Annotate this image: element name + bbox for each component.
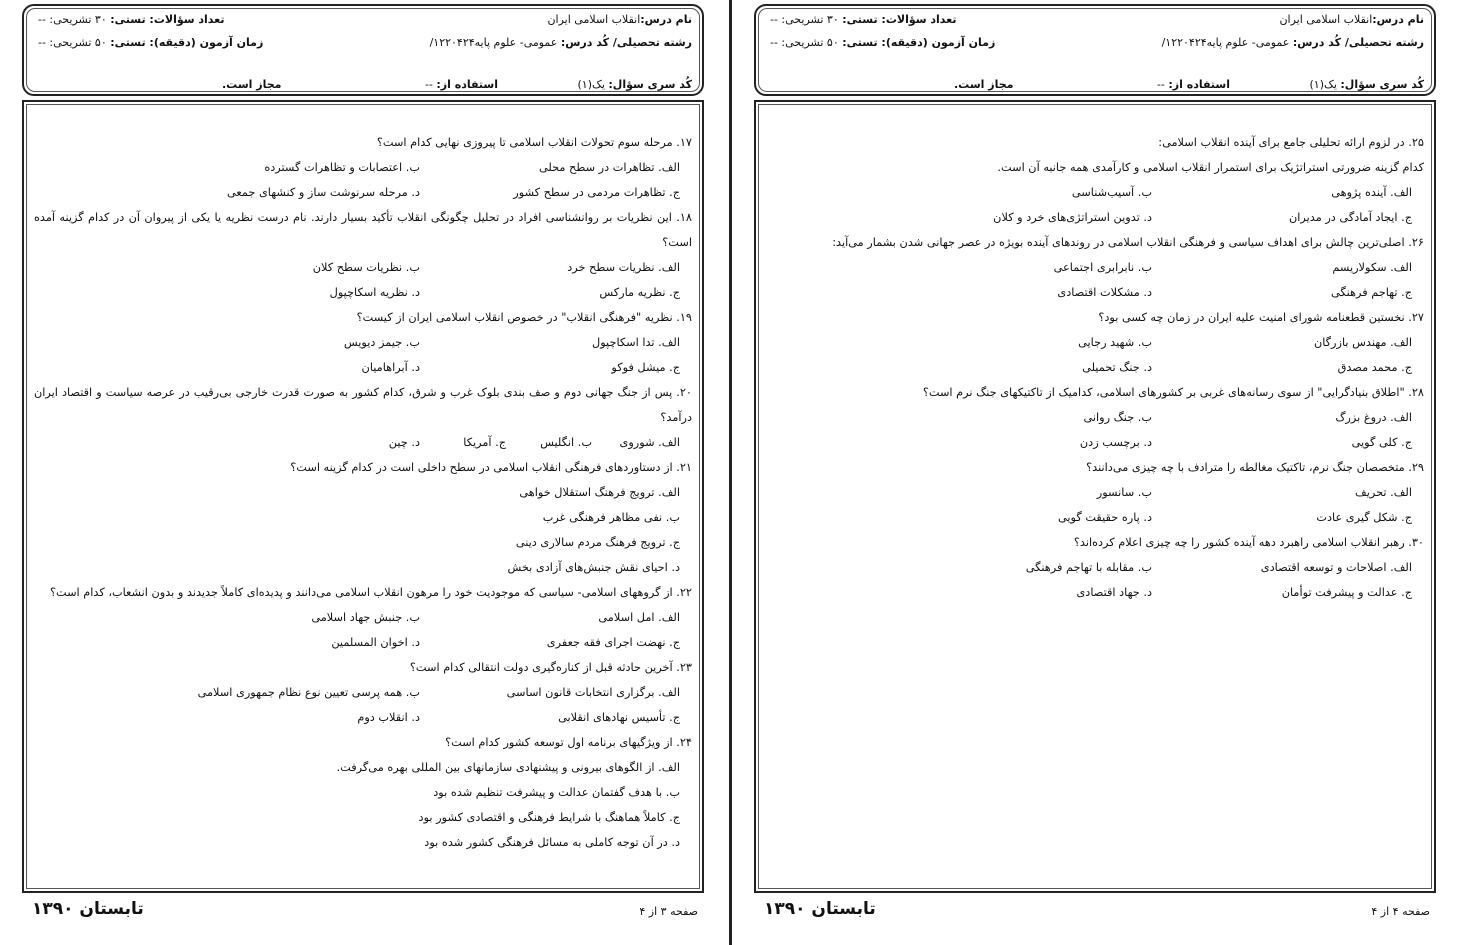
exam-header — [754, 4, 1436, 96]
options-30 — [766, 555, 1424, 580]
options-23 — [34, 680, 692, 705]
questions-box — [22, 100, 704, 893]
option-d: د. احیای نقش جنبش‌های آزادی بخش — [507, 561, 680, 574]
option-d: د. جنگ تحمیلی — [1082, 361, 1152, 374]
options-22 — [34, 605, 692, 630]
options-28 — [766, 405, 1424, 430]
option-b: ب. شهید رجایی — [1078, 336, 1152, 349]
questions-list — [34, 130, 692, 855]
question-29: ۲۹. متخصصان جنگ نرم، تاکتیک مغالطه را مترادف با چه چیزی می‌دانند؟ — [1086, 461, 1424, 474]
option-c: ج. آمریکا — [463, 436, 506, 449]
options-26 — [766, 255, 1424, 280]
option-c: ج. عدالت و پیشرفت توأمان — [1281, 586, 1412, 599]
option-c: ج. کاملاً هماهنگ با شرایط فرهنگی و اقتصادی کشور بود — [418, 811, 680, 824]
allowed-note: مجاز است. — [222, 78, 282, 91]
page-number: صفحه ۳ از ۴ — [639, 905, 698, 918]
options-25-2 — [766, 205, 1424, 230]
exam-time: زمان آزمون (دقیقه): تستی: ۵۰ تشریحی: -- — [770, 36, 996, 49]
option-a: الف. اصلاحات و توسعه اقتصادی — [1260, 561, 1412, 574]
exam-time: زمان آزمون (دقیقه): تستی: ۵۰ تشریحی: -- — [38, 36, 264, 49]
options-23-2 — [34, 705, 692, 730]
option-a: الف. برگزاری انتخابات قانون اساسی — [506, 686, 680, 699]
option-a: الف. تظاهرات در سطح محلی — [538, 161, 680, 174]
options-18 — [34, 255, 692, 280]
question-18: ۱۸. این نظریات بر روانشناسی افراد در تحلیل چگونگی انقلاب تأکید بسیار دارند. نام درست نظریه یا یکی از پیروان آن در کدام گزینه آمده است؟ — [34, 211, 692, 249]
option-a: الف. ترویج فرهنگ استقلال خواهی — [519, 486, 680, 499]
question-23: ۲۳. آخرین حادثه قبل از کناره‌گیری دولت انتقالی کدام است؟ — [409, 661, 692, 674]
usage-of: استفاده از: -- — [424, 78, 498, 91]
options-19-2 — [34, 355, 692, 380]
options-18-2 — [34, 280, 692, 305]
option-d: د. مرحله سرنوشت ساز و کنشهای جمعی — [226, 186, 420, 199]
option-a: الف. از الگوهای بیرونی و پیشنهادی سازمانهای بین المللی بهره می‌گرفت. — [336, 761, 680, 774]
option-b: ب. انگلیس — [540, 436, 592, 449]
course-name: نام درس:انقلاب اسلامی ایران — [547, 13, 692, 26]
options-20 — [34, 430, 692, 455]
options-28-2 — [766, 430, 1424, 455]
question-24: ۲۴. از ویژگیهای برنامه اول توسعه کشور کدام است؟ — [445, 736, 692, 749]
options-29 — [766, 480, 1424, 505]
page-number: صفحه ۴ از ۴ — [1371, 905, 1430, 918]
option-b: ب. نفی مظاهر فرهنگی غرب — [542, 511, 680, 524]
series-code: کُد سری سؤال: یک(۱) — [1309, 78, 1424, 91]
option-b: ب. مقابله با تهاجم فرهنگی — [1025, 561, 1152, 574]
option-c: ج. تظاهرات مردمی در سطح کشور — [513, 186, 680, 199]
option-d: د. جهاد اقتصادی — [1076, 586, 1152, 599]
option-a: الف. تحریف — [1355, 486, 1412, 499]
question-19: ۱۹. نظریه "فرهنگی انقلاب" در خصوص انقلاب اسلامی ایران از کیست؟ — [356, 311, 692, 324]
option-a: الف. امل اسلامی — [598, 611, 680, 624]
option-c: ج. نظریه مارکس — [599, 286, 680, 299]
question-21: ۲۱. از دستاوردهای فرهنگی انقلاب اسلامی در سطح داخلی است در کدام گزینه است؟ — [290, 461, 692, 474]
course-name: نام درس:انقلاب اسلامی ایران — [1279, 13, 1424, 26]
field-code: رشته تحصیلی/ کُد درس: عمومی- علوم پایه۱۲۲۰۴۲۴/ — [1161, 36, 1424, 49]
option-b: ب. سانسور — [1096, 486, 1152, 499]
option-c: ج. شکل گیری عادت — [1316, 511, 1412, 524]
options-27 — [766, 330, 1424, 355]
option-a: الف. سکولاریسم — [1332, 261, 1412, 274]
exam-header — [22, 4, 704, 96]
field-code: رشته تحصیلی/ کُد درس: عمومی- علوم پایه۱۲۲۰۴۲۴/ — [429, 36, 692, 49]
question-30: ۳۰. رهبر انقلاب اسلامی راهبرد دهه آینده کشور را چه چیزی اعلام کرده‌اند؟ — [1073, 536, 1424, 549]
option-b: ب. اعتصابات و تظاهرات گسترده — [264, 161, 420, 174]
option-d: د. تدوین استراتژی‌های خرد و کلان — [993, 211, 1152, 224]
question-25-line2: کدام گزینه ضرورتی استراتژیک برای استمرار انقلاب اسلامی و کارآمدی همه جانبه آن است. — [997, 161, 1424, 174]
option-a: الف. تدا اسکاچپول — [592, 336, 680, 349]
option-b: ب. جیمز دیویس — [343, 336, 420, 349]
usage-of: استفاده از: -- — [1156, 78, 1230, 91]
option-c: ج. تهاجم فرهنگی — [1330, 286, 1412, 299]
option-d: د. آبراهامیان — [361, 361, 420, 374]
question-28: ۲۸. "اطلاق بنیادگرایی" از سوی رسانه‌های غربی بر کشورهای اسلامی، کدامیک از تاکتیکهای جنگ نرم است؟ — [922, 386, 1424, 399]
option-b: ب. آسیب‌شناسی — [1071, 186, 1152, 199]
option-c: ج. میشل فوکو — [611, 361, 680, 374]
option-d: د. نظریه اسکاچپول — [329, 286, 420, 299]
question-22: ۲۲. از گروههای اسلامی- سیاسی که موجودیت خود را مرهون انقلاب اسلامی می‌دانند و پدیده‌ای کاملاً جدیدند و بدون انشعاب، کدام است؟ — [50, 586, 692, 599]
question-count: تعداد سؤالات: تستی: ۳۰ تشریحی: -- — [770, 13, 957, 26]
options-19 — [34, 330, 692, 355]
option-a: الف. شوروی — [619, 436, 680, 449]
option-c: ج. تأسیس نهادهای انقلابی — [558, 711, 680, 724]
option-d: د. مشکلات اقتصادی — [1057, 286, 1152, 299]
option-d: د. اخوان المسلمین — [331, 636, 420, 649]
question-20: ۲۰. پس از جنگ جهانی دوم و صف بندی بلوک غرب و شرق، کدام کشور به صورت قدرت خارجی بی‌رقیب در عرصه سیاست و اقتصاد ایران درآمد؟ — [34, 386, 692, 424]
question-26: ۲۶. اصلی‌ترین چالش برای اهداف سیاسی و فرهنگی انقلاب اسلامی در روندهای آینده بویژه در عصر جهانی شدن بشمار می‌آید: — [832, 236, 1424, 249]
exam-page-4 — [732, 0, 1460, 945]
option-a: الف. دروغ بزرگ — [1335, 411, 1412, 424]
option-a: الف. آینده پژوهی — [1331, 186, 1412, 199]
options-22-2 — [34, 630, 692, 655]
options-17-2 — [34, 180, 692, 205]
option-b: ب. جنگ روانی — [1083, 411, 1152, 424]
options-17 — [34, 155, 692, 180]
option-a: الف. نظریات سطح خرد — [567, 261, 680, 274]
question-27: ۲۷. نخستین قطعنامه شورای امنیت علیه ایران در زمان چه کسی بود؟ — [1098, 311, 1424, 324]
option-c: ج. کلی گویی — [1351, 436, 1412, 449]
option-b: ب. با هدف گفتمان عدالت و پیشرفت تنظیم شده بود — [433, 786, 680, 799]
option-c: ج. محمد مصدق — [1337, 361, 1412, 374]
option-d: د. پاره حقیقت گویی — [1057, 511, 1152, 524]
allowed-note: مجاز است. — [954, 78, 1014, 91]
series-code: کُد سری سؤال: یک(۱) — [577, 78, 692, 91]
questions-box — [754, 100, 1436, 893]
exam-season: تابستان ۱۳۹۰ — [764, 899, 876, 919]
option-c: ج. نهضت اجرای فقه جعفری — [546, 636, 680, 649]
option-d: د. در آن توجه کاملی به مسائل فرهنگی کشور شده بود — [424, 836, 680, 849]
options-27-2 — [766, 355, 1424, 380]
option-b: ب. نظریات سطح کلان — [312, 261, 420, 274]
option-d: د. برچسب زدن — [1079, 436, 1152, 449]
option-b: ب. همه پرسی تعیین نوع نظام جمهوری اسلامی — [197, 686, 420, 699]
option-c: ج. ترویج فرهنگ مردم سالاری دینی — [515, 536, 680, 549]
options-29-2 — [766, 505, 1424, 530]
options-30-2 — [766, 580, 1424, 605]
option-a: الف. مهندس بازرگان — [1313, 336, 1412, 349]
question-25: ۲۵. در لزوم ارائه تحلیلی جامع برای آینده انقلاب اسلامی: — [1158, 136, 1424, 149]
questions-list — [766, 130, 1424, 605]
option-d: د. انقلاب دوم — [357, 711, 420, 724]
question-count: تعداد سؤالات: تستی: ۳۰ تشریحی: -- — [38, 13, 225, 26]
option-c: ج. ایجاد آمادگی در مدیران — [1288, 211, 1412, 224]
options-25 — [766, 180, 1424, 205]
exam-season: تابستان ۱۳۹۰ — [32, 899, 144, 919]
option-d: د. چین — [388, 436, 420, 449]
options-26-2 — [766, 280, 1424, 305]
question-17: ۱۷. مرحله سوم تحولات انقلاب اسلامی تا پیروزی نهایی کدام است؟ — [376, 136, 692, 149]
option-b: ب. نابرابری اجتماعی — [1053, 261, 1152, 274]
option-b: ب. جنبش جهاد اسلامی — [311, 611, 420, 624]
